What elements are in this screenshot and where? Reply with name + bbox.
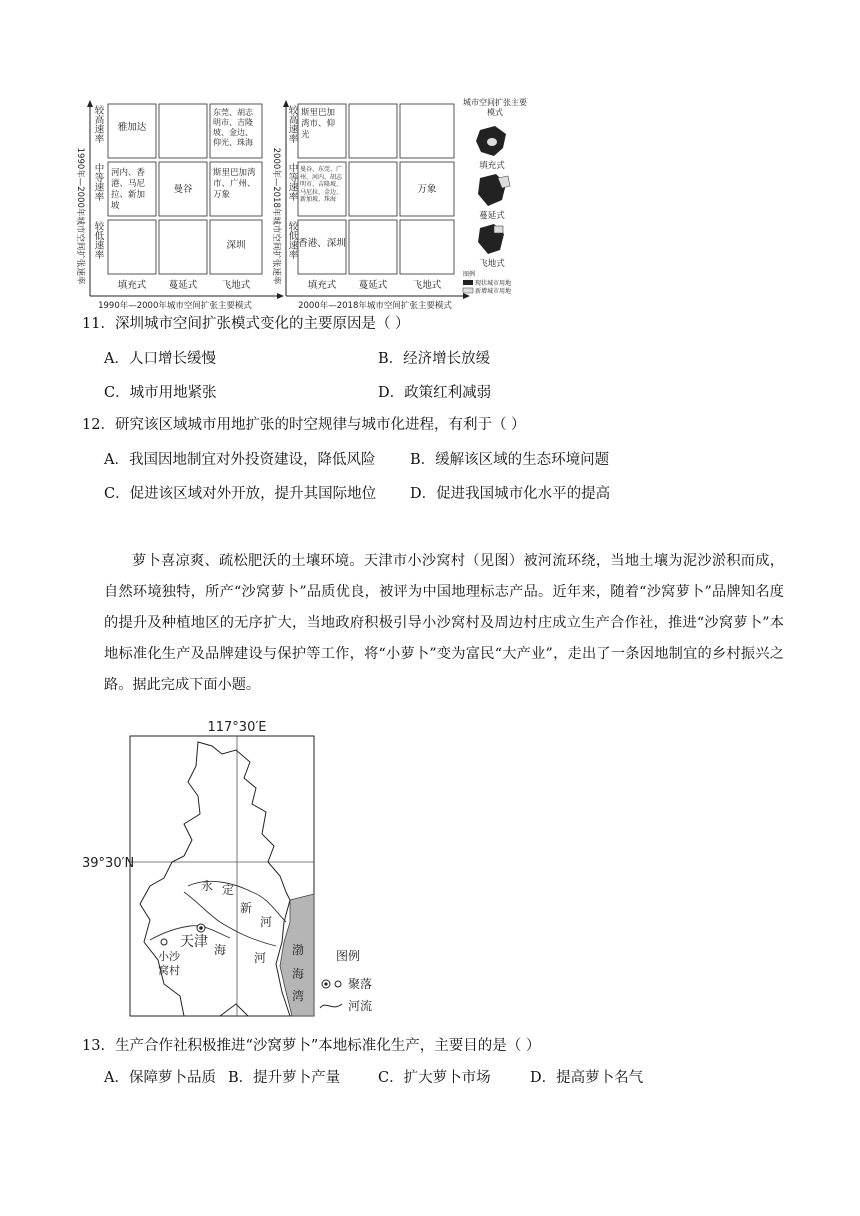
q12-option-c[interactable]: C．促进该区域对外开放，提升其国际地位: [104, 486, 377, 502]
river-label-3: 新: [240, 901, 253, 915]
left-cell-mid-enclave: 斯里巴加湾市、广州、万象: [213, 168, 256, 200]
left-row-label-low: 较低速率: [92, 221, 104, 259]
mode-legend: [462, 98, 528, 295]
left-cell-mid-fill: 河内、香港、马尼拉、新加坡: [111, 168, 146, 211]
village-label-1: 小沙: [158, 950, 180, 963]
q12-option-d[interactable]: D．促进我国城市化水平的提高: [410, 486, 611, 502]
river-label-4: 河: [260, 915, 273, 929]
q13-option-a[interactable]: A．保障萝卜品质: [104, 1070, 216, 1086]
village-marker: [161, 939, 167, 945]
right-cell-high-fill: 斯里巴加湾市、仰光: [301, 108, 336, 140]
tianjin-map: [80, 716, 390, 1022]
left-y-axis-title: 1990年—2000年城市空间扩张速率: [75, 147, 85, 285]
q13-option-b[interactable]: B．提升萝卜产量: [228, 1070, 341, 1086]
right-row-label-high: 较高速率: [286, 105, 298, 143]
right-row-label-mid: 中等速率: [286, 163, 298, 201]
river-label-1: 永: [201, 879, 214, 893]
bay-label-2: 海: [292, 967, 305, 981]
q11-option-d[interactable]: D．政策红利减弱: [378, 385, 492, 401]
left-row-label-high: 较高速率: [92, 105, 104, 143]
q13-stem: 13．生产合作社积极推进“沙窝萝卜”本地标准化生产，主要目的是（ ）: [82, 1038, 541, 1054]
right-col-fill: 填充式: [307, 280, 337, 291]
legend-settlement-label: 聚落: [348, 977, 373, 991]
right-col-sprawl: 蔓延式: [358, 280, 388, 291]
key-title: 图例: [463, 271, 476, 278]
legend-river-label: 河流: [348, 999, 373, 1013]
q12-option-a[interactable]: A．我国因地制宜对外投资建设，降低风险: [104, 452, 376, 468]
right-x-axis-title: 2000年—2018年城市空间扩张主要模式: [298, 301, 452, 311]
right-cell-mid-enclave: 万象: [417, 184, 437, 195]
left-cell-mid-sprawl: 曼谷: [173, 184, 193, 195]
key-new: 新增城市用地: [475, 288, 512, 295]
river-label-2: 定: [222, 883, 235, 897]
q11-option-b[interactable]: B．经济增长放缓: [378, 351, 491, 367]
left-x-axis-title: 1990年—2000年城市空间扩张主要模式: [98, 301, 252, 311]
q13-option-c[interactable]: C．扩大萝卜市场: [378, 1070, 491, 1086]
q11-option-c[interactable]: C．城市用地紧张: [104, 385, 217, 401]
q12-stem: 12．研究该区域城市用地扩张的时空规律与城市化进程，有利于（ ）: [82, 417, 526, 433]
left-cell-high-fill: 雅加达: [117, 122, 147, 133]
left-col-enclave: 飞地式: [221, 280, 251, 291]
q11-stem: 11．深圳城市空间扩张模式变化的主要原因是（ ）: [82, 316, 410, 332]
key-existing: 现状城市用地: [475, 280, 512, 287]
q13-option-d[interactable]: D．提高萝卜名气: [530, 1070, 644, 1086]
map-legend-title: 图例: [336, 949, 361, 963]
urban-expansion-figure: [70, 96, 530, 312]
bay-label-3: 湾: [292, 989, 305, 1003]
right-cell-mid-fill: 曼谷、东莞、广州、河内、胡志明市、吉隆坡、马尼拉、金边、新加坡、珠海: [300, 166, 343, 203]
mode-legend-title: 城市空间扩张主要模式: [463, 98, 527, 117]
left-col-sprawl: 蔓延式: [168, 280, 198, 291]
mode-sprawl-label: 蔓延式: [479, 211, 505, 221]
mode-enclave-label: 飞地式: [479, 259, 505, 269]
passage: 萝卜喜凉爽、疏松肥沃的土壤环境。天津市小沙窝村（见图）被河流环绕，当地土壤为泥沙淤积而成，自然环境独特，所产“沙窝萝卜”品质优良，被评为中国地理标志产品。近年来，随着“沙窝萝卜”品牌知名度的提升及种植地区的无序扩大，当地政府积极引导小沙窝村及周边村庄成立生产合作社，推进“沙窝萝卜”本地标准化生产及品牌建设与保护等工作，将“小萝卜”变为富民“大产业”，走出了一条因地制宜的乡村振兴之路。据此完成下面小题。: [104, 553, 784, 693]
left-col-fill: 填充式: [117, 280, 147, 291]
village-label-2: 窝村: [158, 964, 180, 977]
left-cell-high-enclave: 东莞、胡志明市、吉隆坡、金边、仰光、珠海: [213, 108, 253, 147]
q11-option-a[interactable]: A．人口增长缓慢: [104, 351, 216, 367]
right-y-axis-title: 2000年—2018年城市空间扩张速率: [271, 147, 281, 285]
left-row-label-mid: 中等速率: [92, 163, 104, 201]
hai-river-label-1: 海: [214, 943, 227, 957]
q12-option-b[interactable]: B．缓解该区域的生态环境问题: [410, 452, 610, 468]
bay-label-1: 渤: [292, 943, 305, 957]
hai-river-label-2: 河: [254, 951, 267, 965]
right-matrix: [271, 100, 470, 311]
right-col-enclave: 飞地式: [412, 280, 442, 291]
left-cell-low-enclave: 深圳: [226, 240, 246, 251]
right-row-label-low: 较低速率: [286, 221, 298, 259]
right-cell-low-fill: 香港、深圳: [298, 238, 346, 249]
tianjin-label: 天津: [180, 934, 208, 950]
left-matrix: [75, 100, 284, 311]
latitude-label: 39°30′N: [82, 856, 135, 871]
longitude-label: 117°30′E: [207, 720, 267, 735]
mode-fill-label: 填充式: [479, 161, 505, 171]
